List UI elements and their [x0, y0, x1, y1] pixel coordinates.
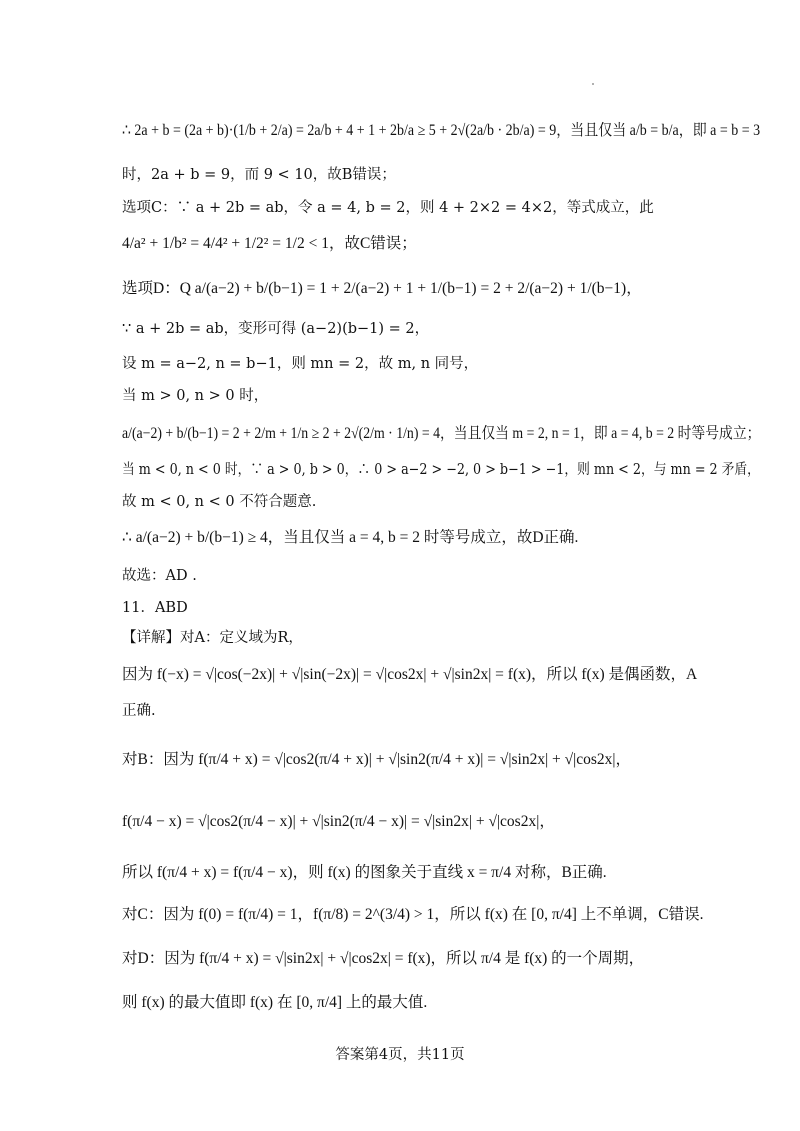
line-text: 故 m < 0, n < 0 不符合题意. — [122, 494, 317, 510]
line-text: 对C：因为 f(0) = f(π/4) = 1，f(π/8) = 2^(3/4) > 1，所以 f(x) 在 [0, π/4] 上不单调，C错误. — [122, 906, 704, 923]
line-text: 时，2a + b = 9，而 9 < 10，故B错误； — [122, 167, 396, 183]
line-text: 当 m > 0, n > 0 时， — [122, 388, 269, 404]
line-text: 则 f(x) 的最大值即 f(x) 在 [0, π/4] 上的最大值. — [122, 994, 428, 1011]
line-text: 选项C：∵ a + 2b = ab，令 a = 4, b = 2，则 4 + 2×2 = 4×2，等式成立，此 — [122, 200, 654, 216]
line-text: ∴ a/(a−2) + b/(b−1) ≥ 4，当且仅当 a = 4, b = 2 时等号成立，故D正确. — [122, 529, 579, 546]
line-text: 对D：因为 f(π/4 + x) = √|sin2x| + √|cos2x| = f(x)，所以 π/4 是 f(x) 的一个周期， — [122, 950, 645, 967]
line-text: 设 m = a−2, n = b−1，则 mn = 2，故 m, n 同号， — [122, 356, 479, 372]
line-text: a/(a−2) + b/(b−1) = 2 + 2/m + 1/n ≥ 2 + 2√(2/m · 1/n) = 4，当且仅当 m = 2, n = 1，即 a = 4, b = 2 时等号成立； — [122, 425, 761, 442]
line-text: 当 m < 0, n < 0 时，∵ a > 0, b > 0，∴ 0 > a−2 > −2, 0 > b−1 > −1，则 mn < 2，与 mn = 2 矛盾， — [122, 462, 760, 478]
line-text: 4/a² + 1/b² = 4/4² + 1/2² = 1/2 < 1，故C错误； — [122, 235, 417, 252]
line-text: 正确. — [122, 703, 156, 719]
page-footer: 答案第4页，共11页 — [335, 1047, 465, 1063]
line-text: ∴ 2a + b = (2a + b)·(1/b + 2/a) = 2a/b + 4 + 1 + 2b/a ≥ 5 + 2√(2a/b · 2b/a) = 9，当且仅当 a/b = b/a，即 a = b = 3 — [122, 122, 761, 139]
line-text: 因为 f(−x) = √|cos(−2x)| + √|sin(−2x)| = √|cos2x| + √|sin2x| = f(x)，所以 f(x) 是偶函数，A — [122, 666, 698, 683]
scan-dot — [592, 83, 594, 85]
line-text: 【详解】对A：定义域为R， — [122, 630, 303, 646]
line-text: 所以 f(π/4 + x) = f(π/4 − x)，则 f(x) 的图象关于直线 x = π/4 对称，B正确. — [122, 864, 607, 881]
line-text: f(π/4 − x) = √|cos2(π/4 − x)| + √|sin2(π/4 − x)| = √|sin2x| + √|cos2x|， — [122, 813, 555, 830]
line-text: 故选：AD . — [122, 568, 197, 584]
line-text: 对B：因为 f(π/4 + x) = √|cos2(π/4 + x)| + √|sin2(π/4 + x)| = √|sin2x| + √|cos2x|， — [122, 751, 632, 768]
line-text: 选项D：Q a/(a−2) + b/(b−1) = 1 + 2/(a−2) + 1 + 1/(b−1) = 2 + 2/(a−2) + 1/(b−1)， — [122, 280, 642, 297]
line-text: ∵ a + 2b = ab，变形可得 (a−2)(b−1) = 2， — [122, 321, 430, 337]
line-text: 11．ABD — [122, 600, 188, 616]
